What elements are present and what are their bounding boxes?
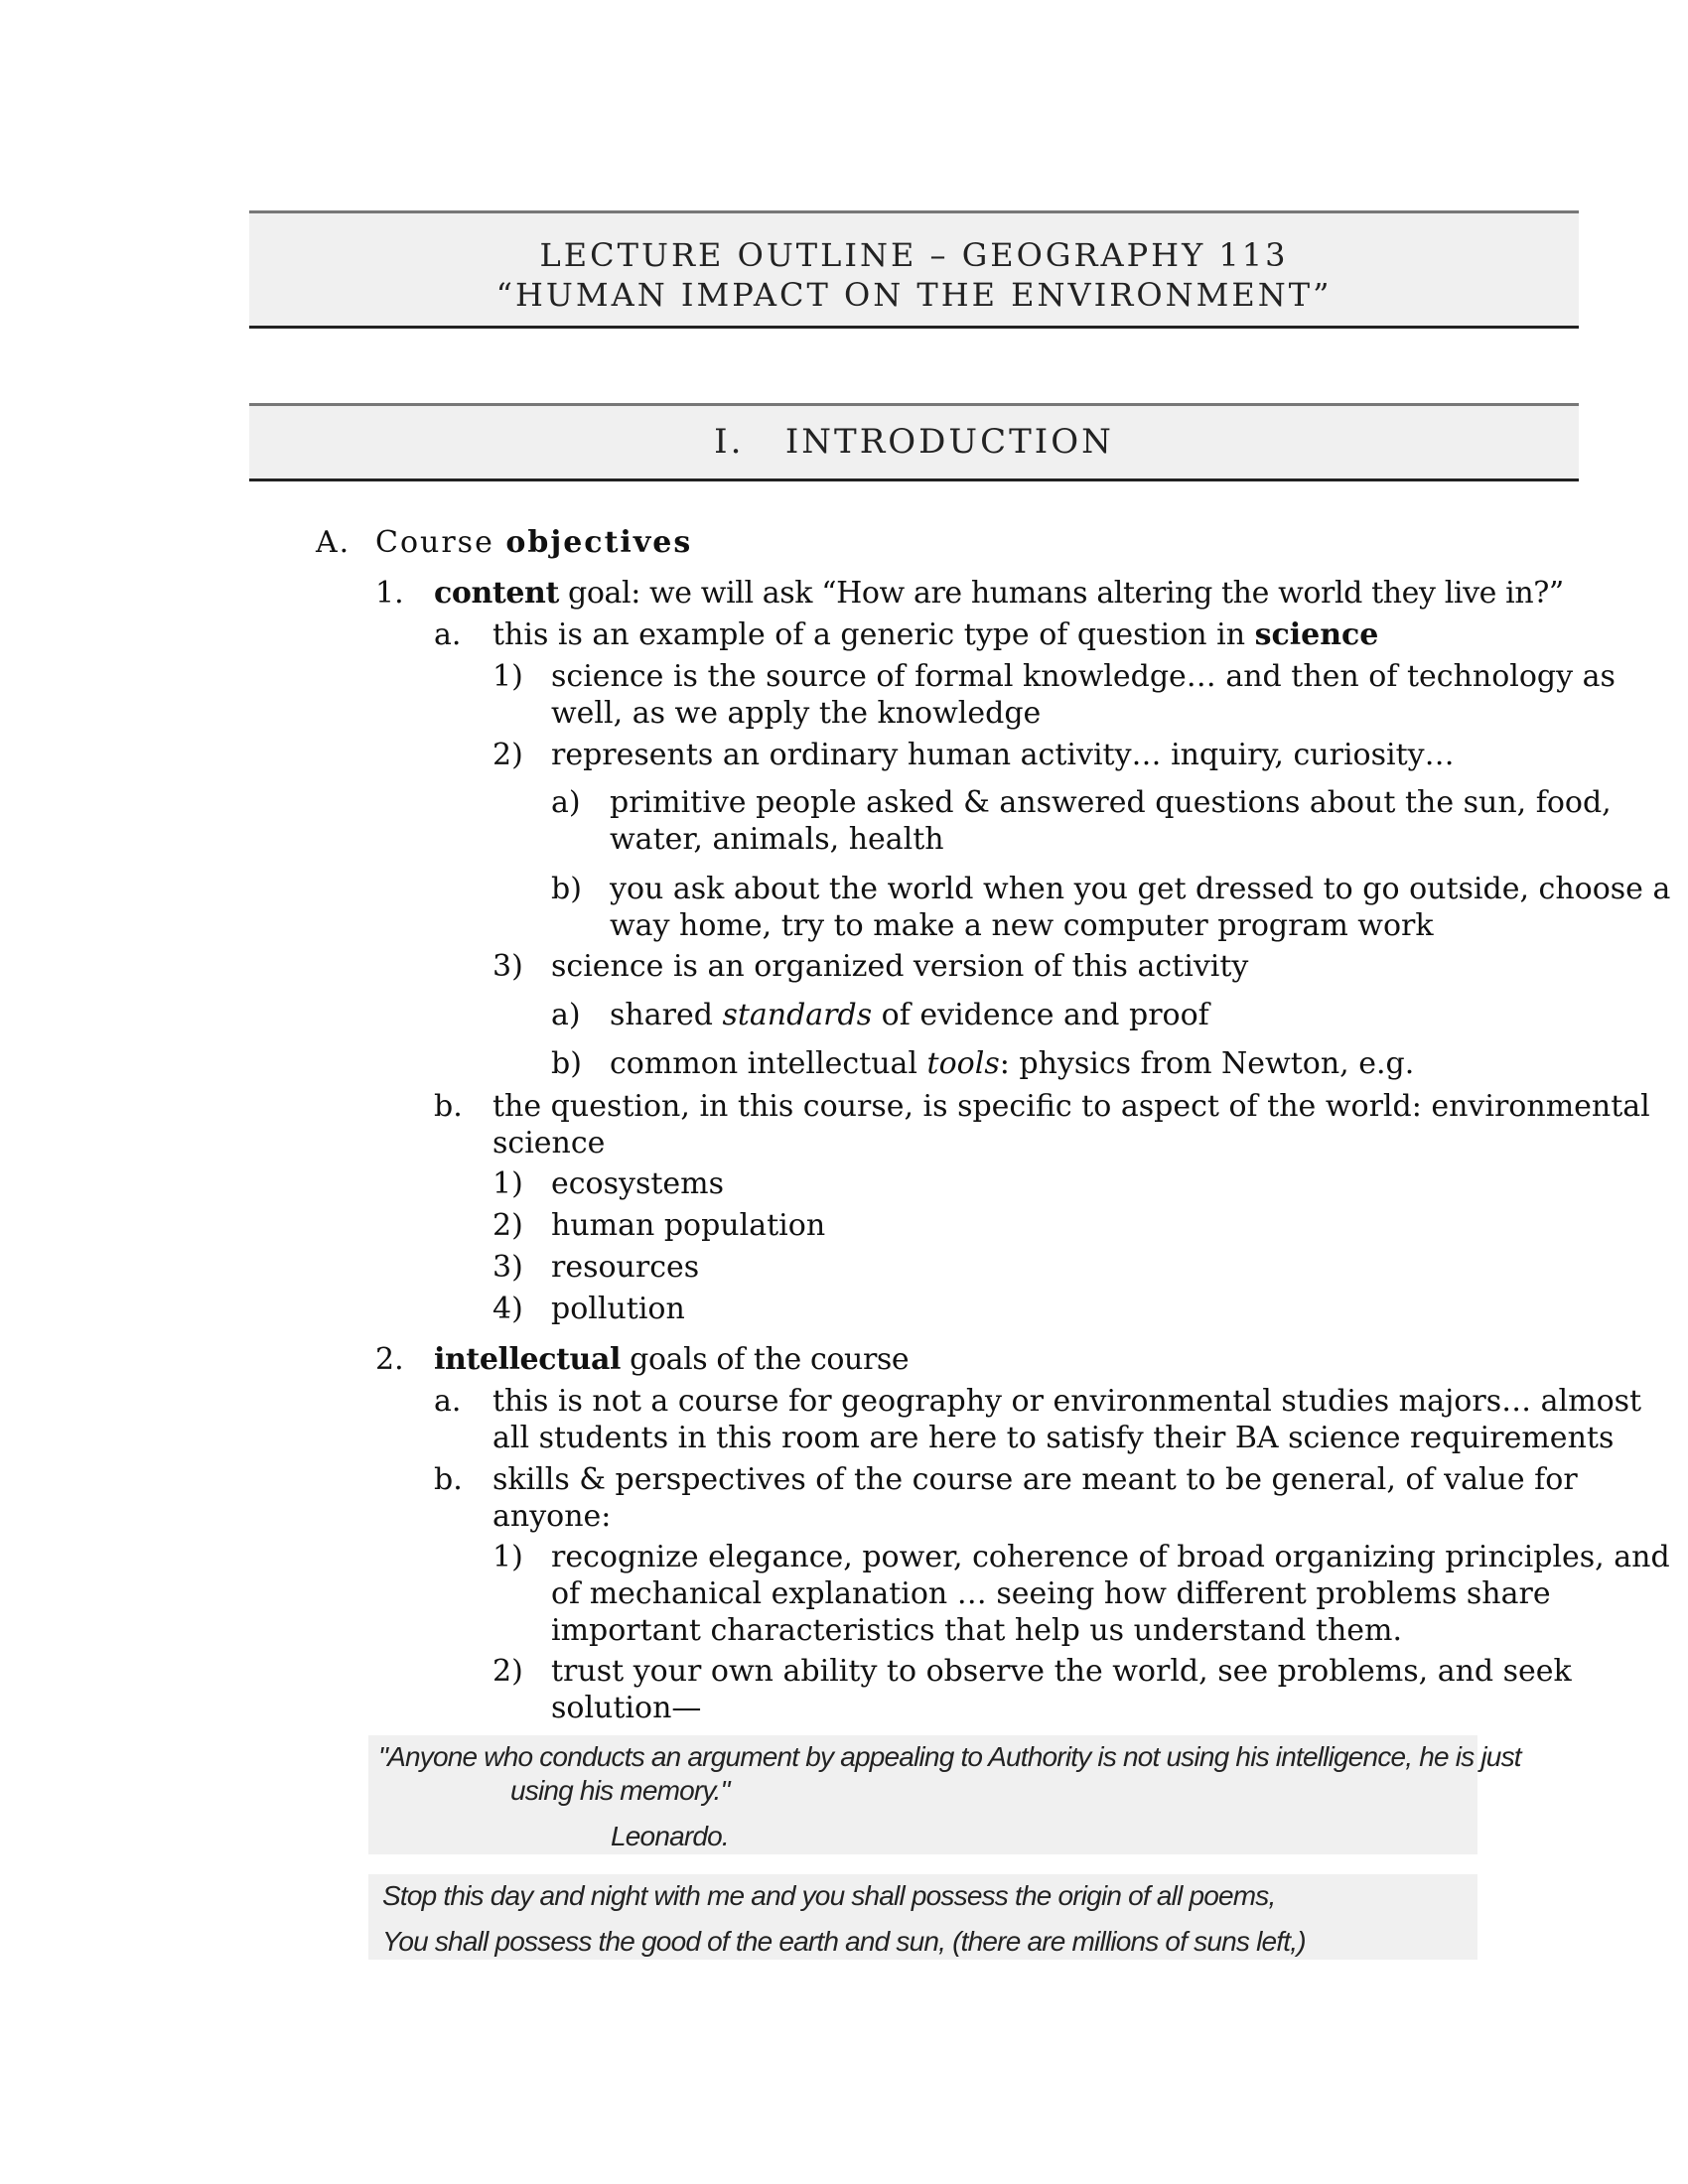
outline-marker: 1) xyxy=(492,1540,523,1574)
section-numeral: I. xyxy=(714,422,745,462)
outline-marker: 1. xyxy=(375,576,404,611)
outline-text: trust your own ability to observe the world, see problems, and seek xyxy=(551,1654,1572,1689)
quote-block-leonardo xyxy=(368,1735,1521,1854)
outline-text: the question, in this course, is specific to aspect of the world: environmental xyxy=(492,1089,1650,1124)
outline-text: science xyxy=(492,1126,606,1160)
outline-text: science is an organized version of this activity xyxy=(551,949,1249,984)
section-heading-box xyxy=(249,403,1579,481)
outline-text: of mechanical explanation … seeing how different problems share xyxy=(551,1576,1551,1611)
outline-bold-text: content xyxy=(434,576,559,611)
outline-text: common intellectual xyxy=(610,1046,927,1081)
document-title-line1: LECTURE OUTLINE – GEOGRAPHY 113 xyxy=(539,236,1289,274)
outline-text: goals of the course xyxy=(621,1342,910,1377)
quote-text: using his memory." xyxy=(510,1775,730,1806)
outline-text: way home, try to make a new computer program work xyxy=(610,908,1434,943)
quote-attribution: Leonardo. xyxy=(611,1821,729,1851)
outline-marker: 2. xyxy=(375,1342,404,1377)
outline-text: all students in this room are here to satisfy their BA science requirements xyxy=(492,1421,1615,1455)
outline-italic-text: tools xyxy=(926,1046,1000,1081)
quote-text: "Anyone who conducts an argument by appealing to Authority is not using his intelligence, he is just xyxy=(378,1741,1521,1772)
outline-marker: b. xyxy=(434,1462,463,1497)
outline-text: ecosystems xyxy=(551,1166,725,1201)
outline-text: this is an example of a generic type of question in xyxy=(492,617,1255,652)
outline-marker: b. xyxy=(434,1089,463,1124)
outline-text: Course xyxy=(375,525,506,560)
outline-text: important characteristics that help us understand them. xyxy=(551,1613,1403,1648)
outline-marker: 4) xyxy=(492,1292,523,1326)
outline-bold-text: objectives xyxy=(505,525,693,560)
outline-text: this is not a course for geography or environmental studies majors… almost xyxy=(492,1384,1642,1419)
outline-text: well, as we apply the knowledge xyxy=(551,696,1042,731)
outline-marker: 2) xyxy=(492,1208,523,1243)
outline-text: human population xyxy=(551,1208,826,1243)
outline-marker: a. xyxy=(434,617,462,652)
quote-block-poem xyxy=(368,1874,1477,1960)
outline-marker: 2) xyxy=(492,1654,523,1689)
outline-text: resources xyxy=(551,1250,700,1285)
outline-text: you ask about the world when you get dressed to go outside, choose a xyxy=(610,872,1671,906)
outline-bold-text: intellectual xyxy=(434,1342,622,1377)
outline-marker: b) xyxy=(551,1046,582,1081)
outline-marker: 3) xyxy=(492,949,523,984)
outline-marker: 2) xyxy=(492,738,523,772)
outline-text: : physics from Newton, e.g. xyxy=(999,1046,1415,1081)
outline-marker: b) xyxy=(551,872,582,906)
outline-marker: 1) xyxy=(492,659,523,694)
outline-text: science is the source of formal knowledge… and then of technology as xyxy=(551,659,1616,694)
outline-text: skills & perspectives of the course are meant to be general, of value for xyxy=(492,1462,1578,1497)
outline-text: shared xyxy=(610,998,723,1032)
document-title-line2: “HUMAN IMPACT ON THE ENVIRONMENT” xyxy=(495,276,1333,314)
outline-text: represents an ordinary human activity… inquiry, curiosity… xyxy=(551,738,1455,772)
outline-marker: a) xyxy=(551,998,581,1032)
outline-italic-text: standards xyxy=(722,998,873,1032)
section-title: INTRODUCTION xyxy=(784,422,1114,462)
outline-text: of evidence and proof xyxy=(872,998,1209,1032)
outline-marker: A. xyxy=(316,525,352,560)
outline-bold-text: science xyxy=(1254,617,1379,652)
quote-text: You shall possess the good of the earth and sun, (there are millions of suns left,) xyxy=(382,1926,1306,1957)
outline-marker: a. xyxy=(434,1384,462,1419)
outline-marker: a) xyxy=(551,785,581,820)
outline-text: anyone: xyxy=(492,1499,612,1534)
outline-text: recognize elegance, power, coherence of broad organizing principles, and xyxy=(551,1540,1670,1574)
document-title-box xyxy=(249,210,1579,329)
outline-text: goal: we will ask “How are humans altering the world they live in?” xyxy=(558,576,1564,611)
outline-text: water, animals, health xyxy=(610,822,944,857)
quote-text: Stop this day and night with me and you shall possess the origin of all poems, xyxy=(382,1880,1276,1911)
outline-text: pollution xyxy=(551,1292,685,1326)
outline-text: primitive people asked & answered questions about the sun, food, xyxy=(610,785,1612,820)
outline-marker: 3) xyxy=(492,1250,523,1285)
outline-marker: 1) xyxy=(492,1166,523,1201)
outline-text: solution— xyxy=(551,1691,702,1725)
